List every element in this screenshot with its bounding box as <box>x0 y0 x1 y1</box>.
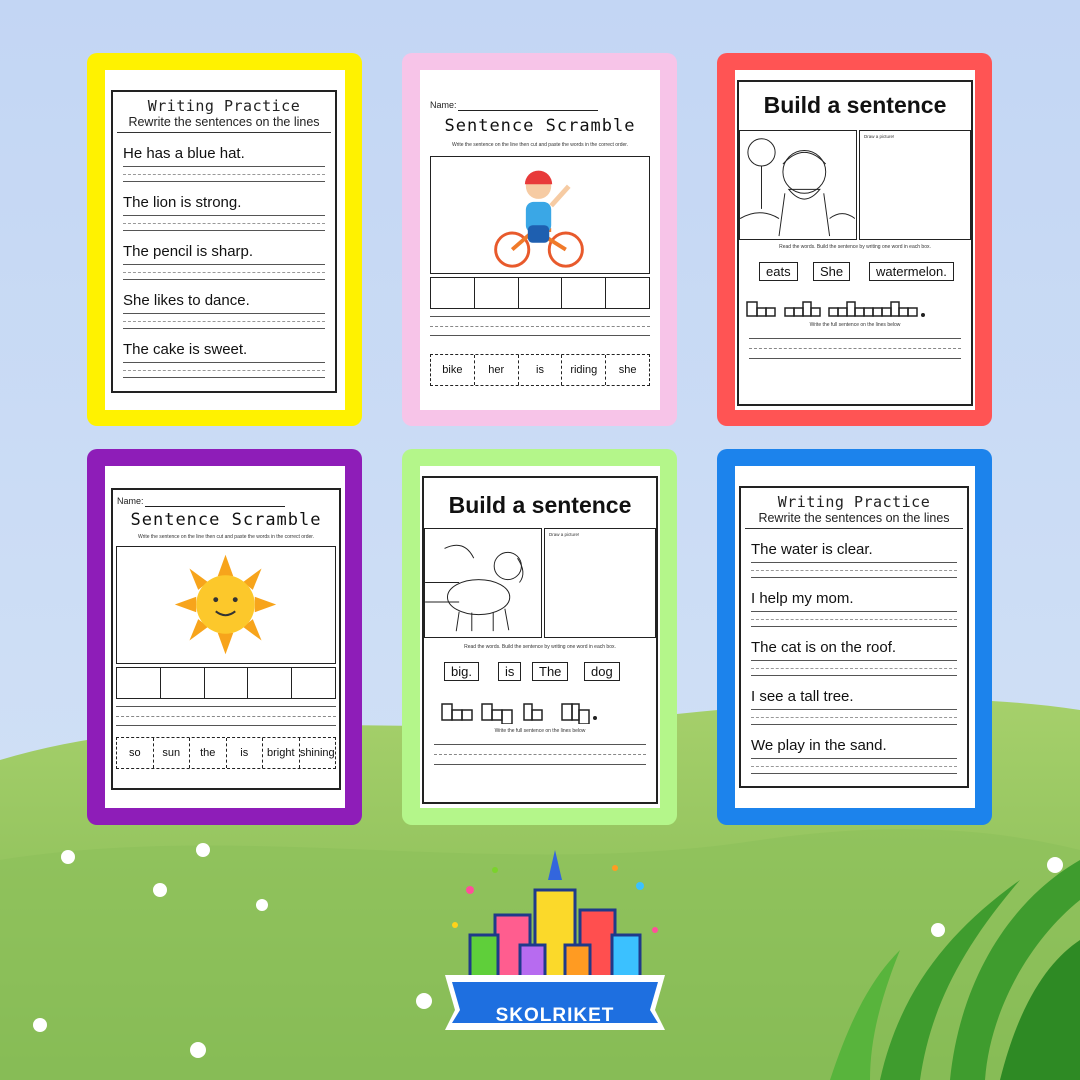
cut-out-words <box>430 354 650 386</box>
worksheet-title: Sentence Scramble <box>130 510 322 530</box>
word-tile: shining <box>299 747 335 759</box>
sentence-text: I help my mom. <box>751 590 854 607</box>
writing-line <box>430 326 650 327</box>
word-tile: is <box>519 355 563 385</box>
sentence-text: The pencil is sharp. <box>123 243 254 260</box>
picture-box <box>116 546 336 664</box>
practice-row <box>751 578 957 627</box>
name-line <box>458 110 598 111</box>
girl-on-bicycle-illustration <box>431 157 648 272</box>
instruction-text: Write the sentence on the line then cut and paste the words in the correct order. <box>451 142 629 148</box>
sentence-text: The cake is sweet. <box>123 341 248 358</box>
word-tile: bike <box>431 355 475 385</box>
practice-row <box>123 133 325 182</box>
word-box: is <box>498 662 521 681</box>
practice-row <box>123 280 325 329</box>
picture-box <box>424 528 542 638</box>
skolriket-logo[interactable] <box>440 850 670 1040</box>
writing-line <box>434 764 646 765</box>
worksheet-title: Build a sentence <box>763 92 947 118</box>
word-box: She <box>813 262 850 281</box>
name-line <box>145 506 285 507</box>
word-tile: riding <box>562 355 606 385</box>
worksheet-card-sentence-scramble-2[interactable] <box>87 449 362 825</box>
smiling-sun-illustration <box>117 547 334 662</box>
word-box: big. <box>444 662 479 681</box>
draw-label: Draw a picture! <box>549 532 580 537</box>
worksheet-card-build-sentence-1[interactable] <box>717 53 992 426</box>
practice-row <box>123 231 325 280</box>
bottom-instruction: Write the full sentence on the lines below <box>809 322 901 328</box>
name-label: Name: <box>117 496 144 506</box>
worksheet-title: Build a sentence <box>448 492 632 518</box>
cut-out-words <box>116 737 336 769</box>
word-box: dog <box>584 662 620 681</box>
picture-box <box>739 130 857 240</box>
worksheet-subtitle: Rewrite the sentences on the lines <box>745 511 963 529</box>
word-box: eats <box>759 262 798 281</box>
logo-text: SKOLRIKET <box>495 1005 615 1026</box>
writing-line <box>749 338 961 339</box>
writing-line <box>116 725 336 726</box>
sentence-text: The lion is strong. <box>123 194 242 211</box>
word-tile: is <box>227 738 264 768</box>
writing-line <box>430 335 650 336</box>
worksheet-subtitle: Rewrite the sentences on the lines <box>117 115 331 133</box>
worksheet-title: Writing Practice <box>147 97 301 115</box>
practice-row <box>123 329 325 378</box>
letter-box-outline <box>440 702 650 724</box>
instruction-text: Read the words. Build the sentence by writing one word in each box. <box>464 644 616 650</box>
word-box: watermelon. <box>869 262 954 281</box>
practice-row <box>751 676 957 725</box>
writing-line <box>430 316 650 317</box>
word-tile: her <box>475 355 519 385</box>
sentence-text: We play in the sand. <box>751 737 887 754</box>
letter-box-outline <box>745 300 969 320</box>
word-tile: the <box>190 738 227 768</box>
sentence-text: The water is clear. <box>751 541 873 558</box>
worksheet-card-build-sentence-2[interactable] <box>402 449 677 825</box>
instruction-text: Write the sentence on the line then cut and paste the words in the correct order. <box>137 534 315 540</box>
answer-boxes <box>430 277 650 309</box>
writing-line <box>116 706 336 707</box>
worksheet-card-writing-practice-1[interactable] <box>87 53 362 426</box>
draw-label: Draw a picture! <box>864 134 895 139</box>
word-tile: so <box>117 738 154 768</box>
writing-line <box>434 744 646 745</box>
girl-eating-watermelon-coloring <box>740 131 855 238</box>
worksheet-card-sentence-scramble-1[interactable] <box>402 53 677 426</box>
practice-row <box>751 529 957 578</box>
word-tile: sun <box>154 738 191 768</box>
instruction-text: Read the words. Build the sentence by writing one word in each box. <box>779 244 931 250</box>
word-box: The <box>532 662 568 681</box>
writing-line <box>434 754 646 755</box>
worksheet-title: Writing Practice <box>777 493 931 511</box>
word-tile: bright <box>263 738 300 768</box>
draw-box[interactable] <box>544 528 656 638</box>
name-label: Name: <box>430 100 457 110</box>
picture-box <box>430 156 650 274</box>
sentence-text: I see a tall tree. <box>751 688 854 705</box>
sentence-text: He has a blue hat. <box>123 145 245 162</box>
writing-line <box>749 358 961 359</box>
sentence-text: The cat is on the roof. <box>751 639 897 656</box>
practice-row <box>751 725 957 774</box>
draw-box[interactable] <box>859 130 971 240</box>
practice-row <box>751 627 957 676</box>
sentence-text: She likes to dance. <box>123 292 250 309</box>
worksheet-card-writing-practice-2[interactable] <box>717 449 992 825</box>
practice-row <box>123 182 325 231</box>
worksheet-title: Sentence Scramble <box>444 116 636 136</box>
answer-boxes <box>116 667 336 699</box>
dog-coloring <box>425 529 540 636</box>
word-tile: she <box>618 364 637 376</box>
writing-line <box>116 716 336 717</box>
writing-line <box>749 348 961 349</box>
bottom-instruction: Write the full sentence on the lines below <box>494 728 586 734</box>
